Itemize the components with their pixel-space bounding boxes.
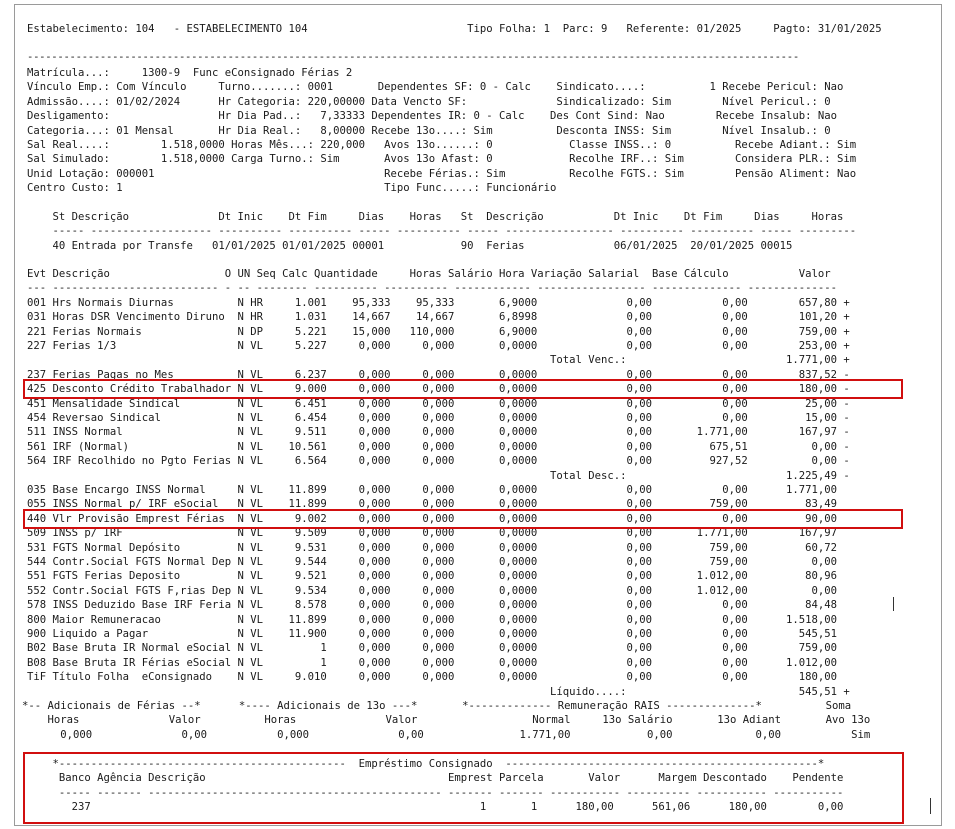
- header-separator: -------------------------------------------------------------------------------------------------------------------------------: [27, 51, 799, 63]
- event-line: 561 IRF (Normal) N VL 10.561 0,000 0,000 0,0000 0,00 675,51 0,00 -: [27, 440, 850, 453]
- absence-row: 40 Entrada por Transfe 01/01/2025 01/01/2025 00001 90 Ferias 06/01/2025 20/01/2025 00015: [27, 239, 793, 252]
- loan-table-dashes: ----- ------- ---------------------------------------------- ------- ------- ----------- ---------- ----------- -----------: [27, 786, 844, 799]
- event-line: 544 Contr.Social FGTS Normal Dep N VL 9.544 0,000 0,000 0,0000 0,00 759,00 0,00: [27, 556, 838, 568]
- event-line: 800 Maior Remuneracao N VL 11.899 0,000 0,000 0,0000 0,00 0,00 1.518,00: [27, 613, 838, 626]
- footer-additionals-labels: Horas Valor Horas Valor Normal 13o Salário 13o Adiant Avo 13o: [22, 714, 871, 727]
- event-line: 531 FGTS Normal Depósito N VL 9.531 0,000 0,000 0,0000 0,00 759,00 60,72: [27, 541, 838, 554]
- info-line: Desligamento: Hr Dia Pad..: 7,33333 Dependentes IR: 0 - Calc Des Cont Sind: Nao Recebe Insalub: Nao: [27, 110, 838, 123]
- event-line: 551 FGTS Ferias Deposito N VL 9.521 0,000 0,000 0,0000 0,00 1.012,00 80,96: [27, 570, 838, 583]
- loan-section-title: *--------------------------------------------- Empréstimo Consignado -------------------------------------------------*: [27, 758, 825, 770]
- event-line: 564 IRF Recolhido no Pgto Ferias N VL 6.564 0,000 0,000 0,0000 0,00 927,52 0,00 -: [27, 455, 850, 468]
- footer-additionals-values: 0,000 0,00 0,000 0,00 1.771,00 0,00 0,00 Sim: [22, 728, 871, 741]
- event-line-highlighted: 440 Vlr Provisão Emprest Férias N VL 9.002 0,000 0,000 0,0000 0,00 0,00 90,00: [27, 512, 838, 525]
- absence-table-dashes: ----- ------------------- ---------- ---------- ----- ---------- ----- ----------------- ---------- ---------- ----- ---------: [27, 225, 857, 238]
- event-line-highlighted: 425 Desconto Crédito Trabalhador N VL 9.000 0,000 0,000 0,0000 0,00 0,00 180,00 -: [27, 383, 850, 396]
- info-line: Matrícula...: 1300-9 Func eConsignado Férias 2: [27, 67, 353, 79]
- info-line: Unid Lotação: 000001 Recebe Férias.: Sim Recolhe FGTS.: Sim Pensão Aliment: Nao: [27, 167, 857, 180]
- event-line: 578 INSS Deduzido Base IRF Feria N VL 8.578 0,000 0,000 0,0000 0,00 0,00 84,48: [27, 599, 838, 612]
- event-line: 031 Horas DSR Vencimento Diruno N HR 1.031 14,667 14,667 6,8998 0,00 0,00 101,20 +: [27, 311, 850, 324]
- info-line: Categoria...: 01 Mensal Hr Dia Real.: 8,00000 Recebe 13o....: Sim Desconta INSS: Sim Nível Insalub.: 0: [27, 124, 831, 137]
- event-line: 001 Hrs Normais Diurnas N HR 1.001 95,333 95,333 6,9000 0,00 0,00 657,80 +: [27, 296, 850, 309]
- event-line: 035 Base Encargo INSS Normal N VL 11.899 0,000 0,000 0,0000 0,00 0,00 1.771,00: [27, 484, 838, 496]
- info-line: Centro Custo: 1 Tipo Func.....: Funcionário: [27, 182, 557, 195]
- footer-additionals-header: *-- Adicionais de Férias --* *---- Adicionais de 13o ---* *------------- Remuneração RAIS --------------* Soma: [22, 700, 852, 712]
- event-line: 221 Ferias Normais N DP 5.221 15,000 110,000 6,9000 0,00 0,00 759,00 +: [27, 325, 850, 338]
- event-line: 237 Ferias Pagas no Mes N VL 6.237 0,000 0,000 0,0000 0,00 0,00 837,52 -: [27, 368, 850, 381]
- event-line: TiF Título Folha eConsignado N VL 9.010 0,000 0,000 0,0000 0,00 0,00 180,00: [27, 671, 838, 684]
- info-line: Sal Real....: 1.518,0000 Horas Mês...: 220,000 Avos 13o......: 0 Classe INSS..: 0 Recebe Adiant.: Sim: [27, 139, 857, 151]
- event-line: 511 INSS Normal N VL 9.511 0,000 0,000 0,0000 0,00 1.771,00 167,97 -: [27, 426, 850, 439]
- report-header-line: Estabelecimento: 104 - ESTABELECIMENTO 104 Tipo Folha: 1 Parc: 9 Referente: 01/2025 Pagto: 31/01/2025: [27, 23, 882, 35]
- event-line: 509 INSS p/ IRF N VL 9.509 0,000 0,000 0,0000 0,00 1.771,00 167,97: [27, 527, 838, 540]
- info-line: Vínculo Emp.: Com Vínculo Turno.......: 0001 Dependentes SF: 0 - Calc Sindicato....: 1 Recebe Pericul: Nao: [27, 81, 844, 94]
- event-line: 451 Mensalidade Sindical N VL 6.451 0,000 0,000 0,0000 0,00 0,00 25,00 -: [27, 397, 850, 410]
- event-line: 055 INSS Normal p/ IRF eSocial N VL 11.899 0,000 0,000 0,0000 0,00 759,00 83,49: [27, 498, 838, 511]
- events-table-header: Evt Descrição O UN Seq Calc Quantidade Horas Salário Hora Variação Salarial Base Cálculo Valor: [27, 268, 831, 280]
- event-line: 227 Ferias 1/3 N VL 5.227 0,000 0,000 0,0000 0,00 0,00 253,00 +: [27, 340, 850, 352]
- total-venc-line: Total Venc.: 1.771,00 +: [27, 354, 850, 367]
- event-line: B02 Base Bruta IR Normal eSocial N VL 1 0,000 0,000 0,0000 0,00 0,00 759,00: [27, 642, 838, 655]
- events-table-dashes: --- -------------------------- - -- -------- ---------- ---------- ------------ ----------------- -------------- --------------: [27, 282, 838, 295]
- loan-table-header: Banco Agência Descrição Emprest Parcela Valor Margem Descontado Pendente: [27, 772, 844, 785]
- liquido-line: Líquido....: 545,51 +: [27, 685, 850, 698]
- text-cursor: [930, 798, 931, 814]
- text-cursor: [893, 597, 894, 611]
- event-line: 552 Contr.Social FGTS F,rias Dep N VL 9.534 0,000 0,000 0,0000 0,00 1.012,00 0,00: [27, 584, 838, 597]
- info-line: Sal Simulado: 1.518,0000 Carga Turno.: Sim Avos 13o Afast: 0 Recolhe IRF..: Sim Considera PLR.: Sim: [27, 153, 857, 166]
- event-line: B08 Base Bruta IR Férias eSocial N VL 1 0,000 0,000 0,0000 0,00 0,00 1.012,00: [27, 656, 838, 669]
- info-line: Admissão....: 01/02/2024 Hr Categoria: 220,00000 Data Vencto SF: Sindicalizado: Sim Nível Pericul.: 0: [27, 95, 831, 108]
- loan-row: 237 1 1 180,00 561,06 180,00 0,00: [27, 801, 844, 814]
- event-line: 454 Reversao Sindical N VL 6.454 0,000 0,000 0,0000 0,00 0,00 15,00 -: [27, 412, 850, 424]
- absence-table-header: St Descrição Dt Inic Dt Fim Dias Horas St Descrição Dt Inic Dt Fim Dias Horas: [27, 211, 844, 223]
- total-desc-line: Total Desc.: 1.225,49 -: [27, 469, 850, 482]
- event-line: 900 Liquido a Pagar N VL 11.900 0,000 0,000 0,0000 0,00 0,00 545,51: [27, 628, 838, 640]
